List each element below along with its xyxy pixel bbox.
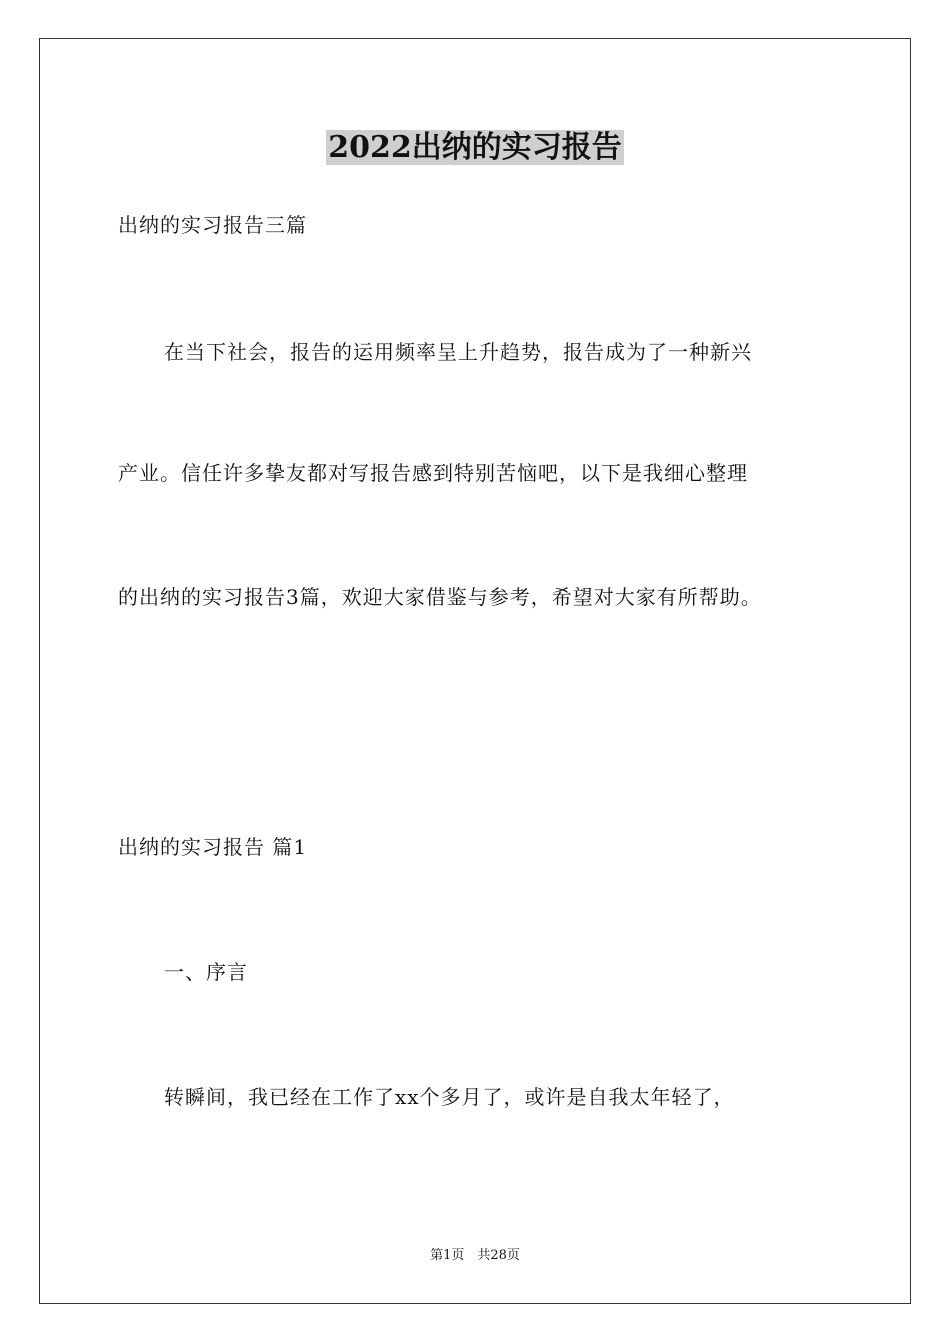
subtitle: 出纳的实习报告三篇	[118, 213, 307, 237]
section-heading: 出纳的实习报告 篇1	[118, 835, 308, 859]
intro-line-3: 的出纳的实习报告3篇，欢迎大家借鉴与参考，希望对大家有所帮助。	[118, 585, 762, 609]
subsection-heading: 一、序言	[164, 960, 248, 984]
intro-line-2: 产业。信任许多挚友都对写报告感到特别苦恼吧，以下是我细心整理	[118, 461, 748, 485]
body-paragraph-line: 转瞬间，我已经在工作了xx个多月了，或许是自我太年轻了，	[164, 1085, 735, 1109]
document-title-text: 2022出纳的实习报告	[328, 130, 622, 165]
page-footer: 第1页 共28页	[430, 1248, 520, 1263]
intro-line-1: 在当下社会，报告的运用频率呈上升趋势，报告成为了一种新兴	[164, 340, 752, 364]
document-title	[0, 128, 950, 168]
